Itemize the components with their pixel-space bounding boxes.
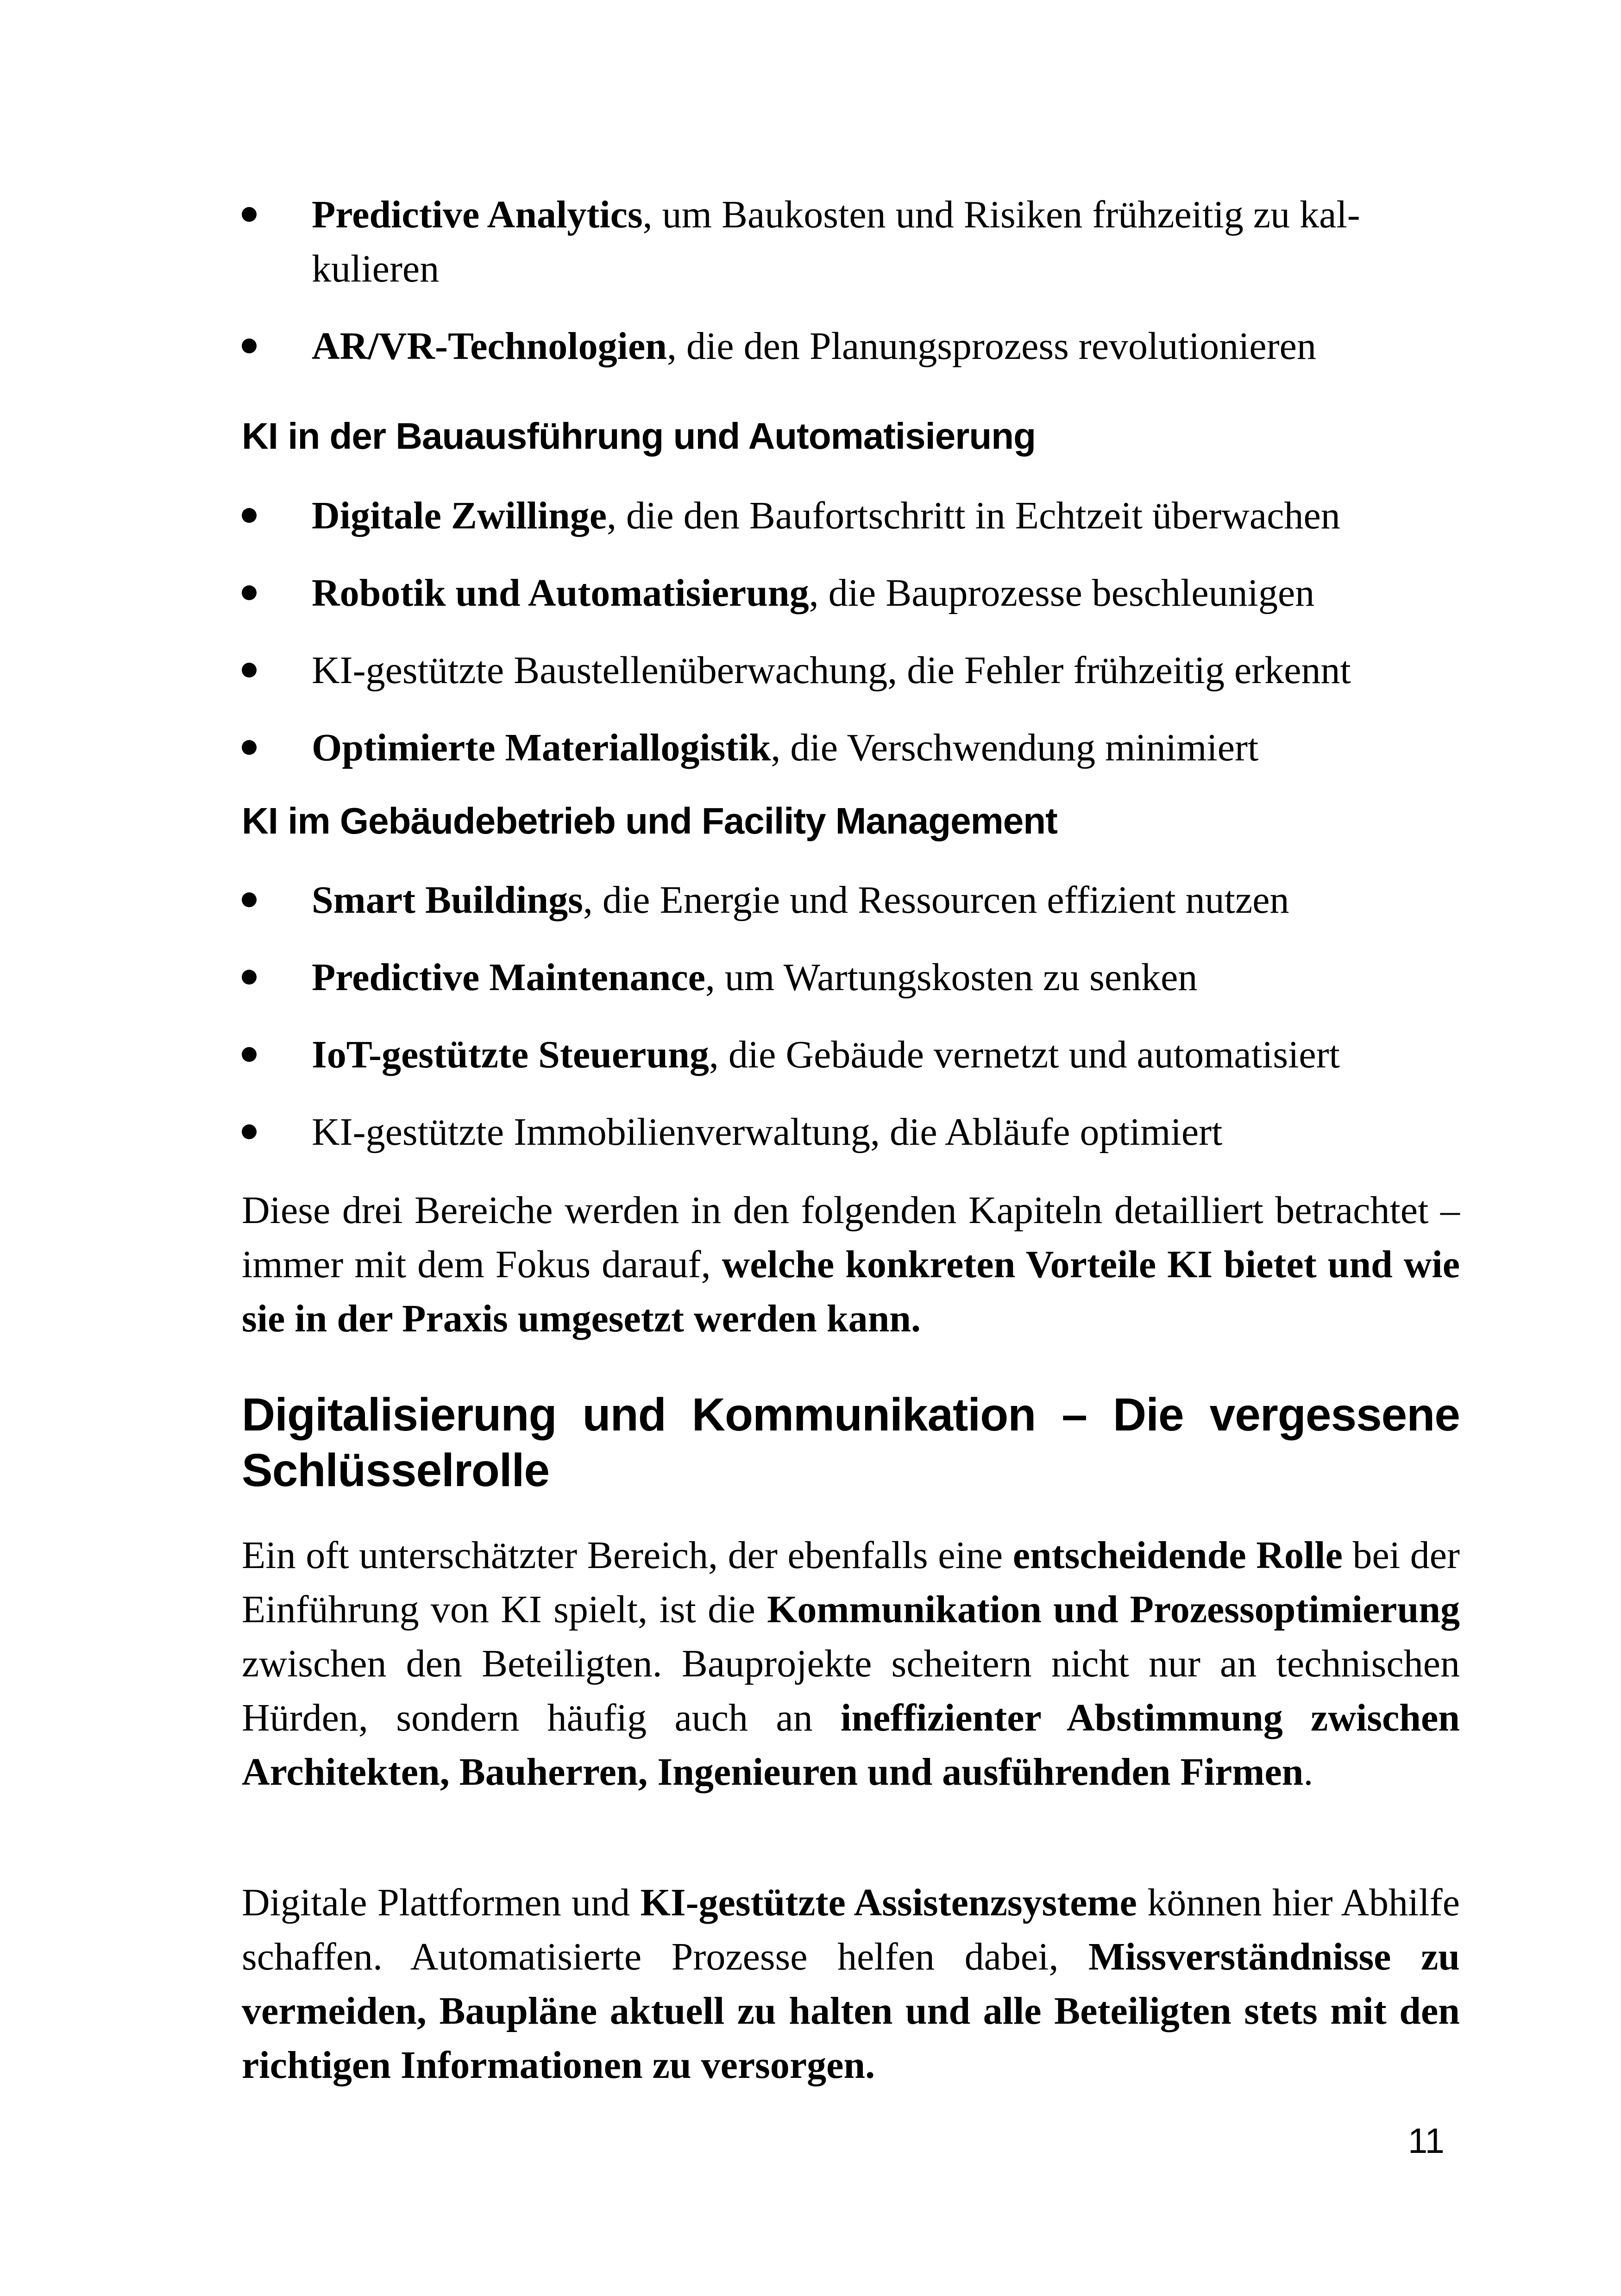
para-text: können hier Abhilfe schaffen. Automatisierte Prozesse helfen dabei, — [242, 1881, 1460, 1978]
summary-text: Diese drei Bereiche werden in den folgenden Kapiteln detailliert betrachtet – immer mit dem Fokus darauf, — [242, 1189, 1460, 1286]
list-item — [242, 950, 1460, 1004]
para-emphasis: Kommunikation und Prozessoptimierung — [767, 1588, 1460, 1631]
item-term: Smart Buildings — [312, 878, 583, 922]
list-item — [242, 1028, 1460, 1082]
list-item — [242, 721, 1460, 775]
list-item — [242, 873, 1460, 927]
item-term: Robotik und Automatisierung — [312, 571, 809, 615]
item-text: , um Wartungskosten zu senken — [705, 956, 1198, 999]
chapter-heading: Digitalisierung und Kommunikation – Die vergessene Schlüsselrolle — [242, 1389, 1460, 1496]
chapter-paragraph-1 — [242, 1528, 1460, 1799]
summary-paragraph — [242, 1183, 1460, 1346]
list-item — [242, 1105, 1460, 1159]
item-term: Predictive Maintenance — [312, 956, 705, 999]
bullet-icon — [242, 663, 257, 678]
item-term: IoT-gestützte Steuerung — [312, 1033, 709, 1076]
bullet-icon — [242, 585, 257, 600]
section-heading-construction: KI in der Bauausführung und Automatisierung — [242, 415, 1036, 457]
bullet-icon — [242, 740, 257, 755]
chapter-paragraph-2 — [242, 1876, 1460, 2092]
bullet-list-construction — [242, 489, 1460, 775]
item-text: , die Gebäude vernetzt und automatisiert — [709, 1033, 1340, 1076]
item-term: Predictive Analytics — [312, 193, 643, 236]
list-item — [242, 489, 1460, 543]
list-item — [242, 643, 1460, 697]
bullet-icon — [242, 1124, 257, 1139]
bullet-icon — [242, 207, 257, 222]
bullet-icon — [242, 508, 257, 523]
bullet-list-facility — [242, 873, 1460, 1159]
summary-emphasis: welche konkreten Vorteile KI bietet und wie sie in der Praxis umgesetzt werden kann. — [242, 1243, 1460, 1340]
bullet-icon — [242, 970, 257, 985]
list-item — [242, 319, 1460, 373]
bullet-list-planning — [242, 188, 1460, 373]
para-emphasis: entscheidende Rolle — [1012, 1534, 1343, 1577]
para-emphasis: KI-gestützte Assistenzsysteme — [640, 1881, 1137, 1924]
para-text: bei der Einführung von KI spielt, ist die — [242, 1534, 1460, 1631]
item-text: , die Verschwendung minimiert — [771, 726, 1259, 769]
item-text: , die den Baufortschritt in Echtzeit überwachen — [606, 494, 1340, 537]
item-term: AR/VR-Technologien — [312, 325, 667, 368]
para-emphasis: Missverständnisse zu vermeiden, Baupläne aktuell zu halten und alle Beteiligten stets mit den richtigen Informationen zu versorgen. — [242, 1935, 1460, 2087]
bullet-icon — [242, 339, 257, 353]
para-text: Ein oft unterschätzter Bereich, der ebenfalls eine — [242, 1534, 1013, 1577]
item-text: , die Bauprozesse beschleunigen — [809, 571, 1315, 615]
page-number: 11 — [1408, 2121, 1445, 2161]
para-text: zwischen den Beteiligten. Bauprojekte scheitern nicht nur an technischen Hürden, sondern häufig auch an — [242, 1642, 1460, 1739]
para-text: Digitale Plattformen und — [242, 1881, 641, 1924]
item-term: Optimierte Materiallogistik — [312, 726, 771, 769]
section-heading-facility: KI im Gebäudebetrieb und Facility Management — [242, 800, 1057, 841]
list-item — [242, 188, 1460, 296]
list-item — [242, 566, 1460, 620]
para-emphasis: ineffizienter Abstimmung zwischen Architekten, Bauherren, Ingenieuren und ausführenden Firmen — [242, 1696, 1460, 1794]
item-text: , um Baukosten und Risiken frühzeitig zu kal-kulieren — [312, 193, 1360, 290]
item-term: Digitale Zwillinge — [312, 494, 607, 537]
item-text: KI-gestützte Baustellenüberwachung, die Fehler frühzeitig erkennt — [312, 649, 1351, 692]
bullet-icon — [242, 1047, 257, 1062]
item-text: , die den Planungsprozess revolutionieren — [666, 325, 1316, 368]
item-text: , die Energie und Ressourcen effizient nutzen — [583, 878, 1289, 922]
para-text: . — [1303, 1750, 1313, 1794]
item-text: KI-gestützte Immobilienverwaltung, die Abläufe optimiert — [312, 1110, 1223, 1154]
bullet-icon — [242, 892, 257, 907]
